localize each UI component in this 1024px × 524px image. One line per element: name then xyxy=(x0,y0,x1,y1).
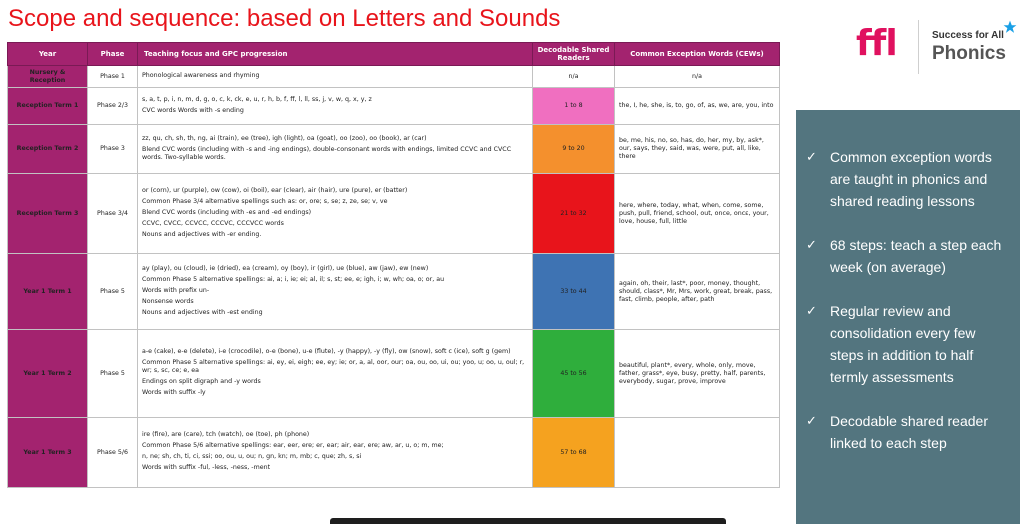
focus-line: Common Phase 5 alternative spellings: ai, ey, ei, eigh; ee, ey; ie; or, a, al, oor, our; oa, ou, oo, ui, ou; yoo, u; oo, u, oul; r, wr; s, sc, ce; e, ea xyxy=(142,359,525,374)
focus-line: or (corn), ur (purple), ow (cow), oi (boil), ear (clear), air (hair), ure (pure), er (batter) xyxy=(142,186,408,194)
logo-divider xyxy=(918,20,919,74)
table-row xyxy=(8,125,780,174)
readers-cell: 1 to 8 xyxy=(533,88,615,125)
phase-cell: Phase 5 xyxy=(88,330,138,418)
cews-cell xyxy=(615,418,780,488)
key-point-item xyxy=(806,410,1004,454)
logo-success-for-all: Success for All xyxy=(932,30,1004,41)
focus-line: Endings on split digraph and -y words xyxy=(142,378,261,385)
focus-line: n, ne; sh, ch, ti, ci, ssi; oo, ou, u, ou; n, gn, kn; m, mb; c, que; zh, s, si xyxy=(142,453,362,460)
focus-cell xyxy=(138,125,533,174)
year-cell: Reception Term 1 xyxy=(8,88,88,125)
focus-line: ay (play), ou (cloud), ie (dried), ea (cream), oy (boy), ir (girl), ue (blue), aw (jaw), ew (new) xyxy=(142,264,429,272)
phase-cell: Phase 3/4 xyxy=(88,174,138,254)
focus-line: s, a, t, p, i, n, m, d, g, o, c, k, ck, e, u, r, h, b, f, ff, l, ll, ss, j, v, w, q, x, y, z xyxy=(142,95,372,103)
header-cews: Common Exception Words (CEWs) xyxy=(615,43,780,66)
focus-line: zz, qu, ch, sh, th, ng, ai (train), ee (tree), igh (light), oa (goat), oo (zoo), oo (book), ar (car) xyxy=(142,134,427,142)
check-icon: ✓ xyxy=(806,237,817,252)
focus-cell xyxy=(138,88,533,125)
focus-line: ire (fire), are (care), tch (watch), oe (toe), ph (phone) xyxy=(142,431,310,438)
cews-cell: again, oh, their, last*, poor, money, thought, should, class*, Mr, Mrs, work, great, break, pass, fast, climb, people, after, path xyxy=(615,254,780,330)
year-cell: Year 1 Term 1 xyxy=(8,254,88,330)
focus-line: Words with prefix un- xyxy=(142,286,210,294)
readers-cell: 9 to 20 xyxy=(533,125,615,174)
focus-cell xyxy=(138,254,533,330)
table-row xyxy=(8,174,780,254)
year-cell: Year 1 Term 3 xyxy=(8,418,88,488)
readers-cell: 57 to 68 xyxy=(533,418,615,488)
focus-cell xyxy=(138,418,533,488)
header-phase: Phase xyxy=(88,43,138,66)
year-cell: Reception Term 3 xyxy=(8,174,88,254)
year-cell: Nursery & Reception xyxy=(8,66,88,88)
key-point-text: Common exception words are taught in phonics and shared reading lessons xyxy=(830,149,992,209)
year-cell: Year 1 Term 2 xyxy=(8,330,88,418)
key-point-text: 68 steps: teach a step each week (on average) xyxy=(830,237,1002,275)
table-body xyxy=(8,66,780,488)
focus-line: CVC words Words with -s ending xyxy=(142,106,244,114)
phase-cell: Phase 3 xyxy=(88,125,138,174)
cews-cell: here, where, today, what, when, come, some, push, pull, friend, school, out, once, oncε, your, love, house, full, little xyxy=(615,174,780,254)
table-row xyxy=(8,418,780,488)
star-icon xyxy=(1003,20,1017,34)
focus-line: Blend CVC words (including with -es and -ed endings) xyxy=(142,208,312,216)
key-point-text: Decodable shared reader linked to each step xyxy=(830,413,988,451)
readers-cell: n/a xyxy=(533,66,615,88)
presentation-toolbar-edge[interactable] xyxy=(330,518,726,524)
logo-phonics: Phonics xyxy=(932,43,1006,64)
focus-line: Common Phase 5/6 alternative spellings: ear, eer, ere; er, ear; air, ear, ere; aw, ar, u, o; m, me; xyxy=(142,442,444,449)
check-icon: ✓ xyxy=(806,303,817,318)
key-points-panel xyxy=(796,110,1020,524)
readers-cell: 45 to 56 xyxy=(533,330,615,418)
scope-sequence-table xyxy=(7,42,780,488)
focus-line: Words with suffix -ly xyxy=(142,389,206,396)
cews-cell: be, me, his, no, so, has, do, her, my, by, ask*, our, says, they, said, was, were, put, all, like, there xyxy=(615,125,780,174)
check-icon: ✓ xyxy=(806,149,817,164)
phase-cell: Phase 2/3 xyxy=(88,88,138,125)
check-icon: ✓ xyxy=(806,413,817,428)
table-row xyxy=(8,330,780,418)
header-readers: Decodable Shared Readers xyxy=(533,43,615,66)
table-row xyxy=(8,66,780,88)
focus-cell xyxy=(138,66,533,88)
header-focus: Teaching focus and GPC progression xyxy=(138,43,533,66)
table-header-row xyxy=(8,43,780,66)
focus-line: Common Phase 5 alternative spellings: ai, a; i, ie; ei; al, il; s, st; ee, e; igh, i; w, wh; oa, o; or, au xyxy=(142,275,445,283)
readers-cell: 33 to 44 xyxy=(533,254,615,330)
phase-cell: Phase 5 xyxy=(88,254,138,330)
key-point-text: Regular review and consolidation every few steps in addition to half termly assessments xyxy=(830,303,976,385)
focus-line: a-e (cake), e-e (delete), i-e (crocodile), o-e (bone), u-e (flute), -y (happy), -y (fly), ow (snow), soft c (ice), soft g (gem) xyxy=(142,348,511,355)
key-point-item xyxy=(806,146,1004,212)
focus-line: Nouns and adjectives with -er ending. xyxy=(142,230,262,238)
phase-cell: Phase 5/6 xyxy=(88,418,138,488)
fft-logo-mark: ffl xyxy=(856,23,897,64)
year-cell: Reception Term 2 xyxy=(8,125,88,174)
focus-line: Nouns and adjectives with -est ending xyxy=(142,308,263,316)
cews-cell: n/a xyxy=(615,66,780,88)
cews-cell: beautiful, plant*, every, whole, only, move, father, grass*, eye, busy, pretty, half, parents, everybody, sugar, prove, improve xyxy=(615,330,780,418)
table-row xyxy=(8,88,780,125)
page-title: Scope and sequence: based on Letters and Sounds xyxy=(8,5,561,32)
focus-cell xyxy=(138,174,533,254)
header-year: Year xyxy=(8,43,88,66)
key-point-item xyxy=(806,300,1004,388)
focus-line: Nonsense words xyxy=(142,297,194,305)
focus-cell xyxy=(138,330,533,418)
phase-cell: Phase 1 xyxy=(88,66,138,88)
focus-line: Words with suffix -ful, -less, -ness, -ment xyxy=(142,464,271,471)
focus-line: Blend CVC words (including with -s and -ing endings), double-consonant words with endings, limited CCVC and CVCC words. Two-syllable words. xyxy=(142,145,512,161)
focus-line: Phonological awareness and rhyming xyxy=(142,71,260,79)
focus-line: Common Phase 3/4 alternative spellings such as: or, ore; s, se; z, ze, se; v, ve xyxy=(142,197,388,205)
fft-phonics-logo xyxy=(848,18,1018,78)
focus-line: CCVC, CVCC, CCVCC, CCCVC, CCCVCC words xyxy=(142,219,284,227)
cews-cell: the, I, he, she, is, to, go, of, as, we, are, you, into xyxy=(615,88,780,125)
key-point-item xyxy=(806,234,1004,278)
readers-cell: 21 to 32 xyxy=(533,174,615,254)
table-row xyxy=(8,254,780,330)
